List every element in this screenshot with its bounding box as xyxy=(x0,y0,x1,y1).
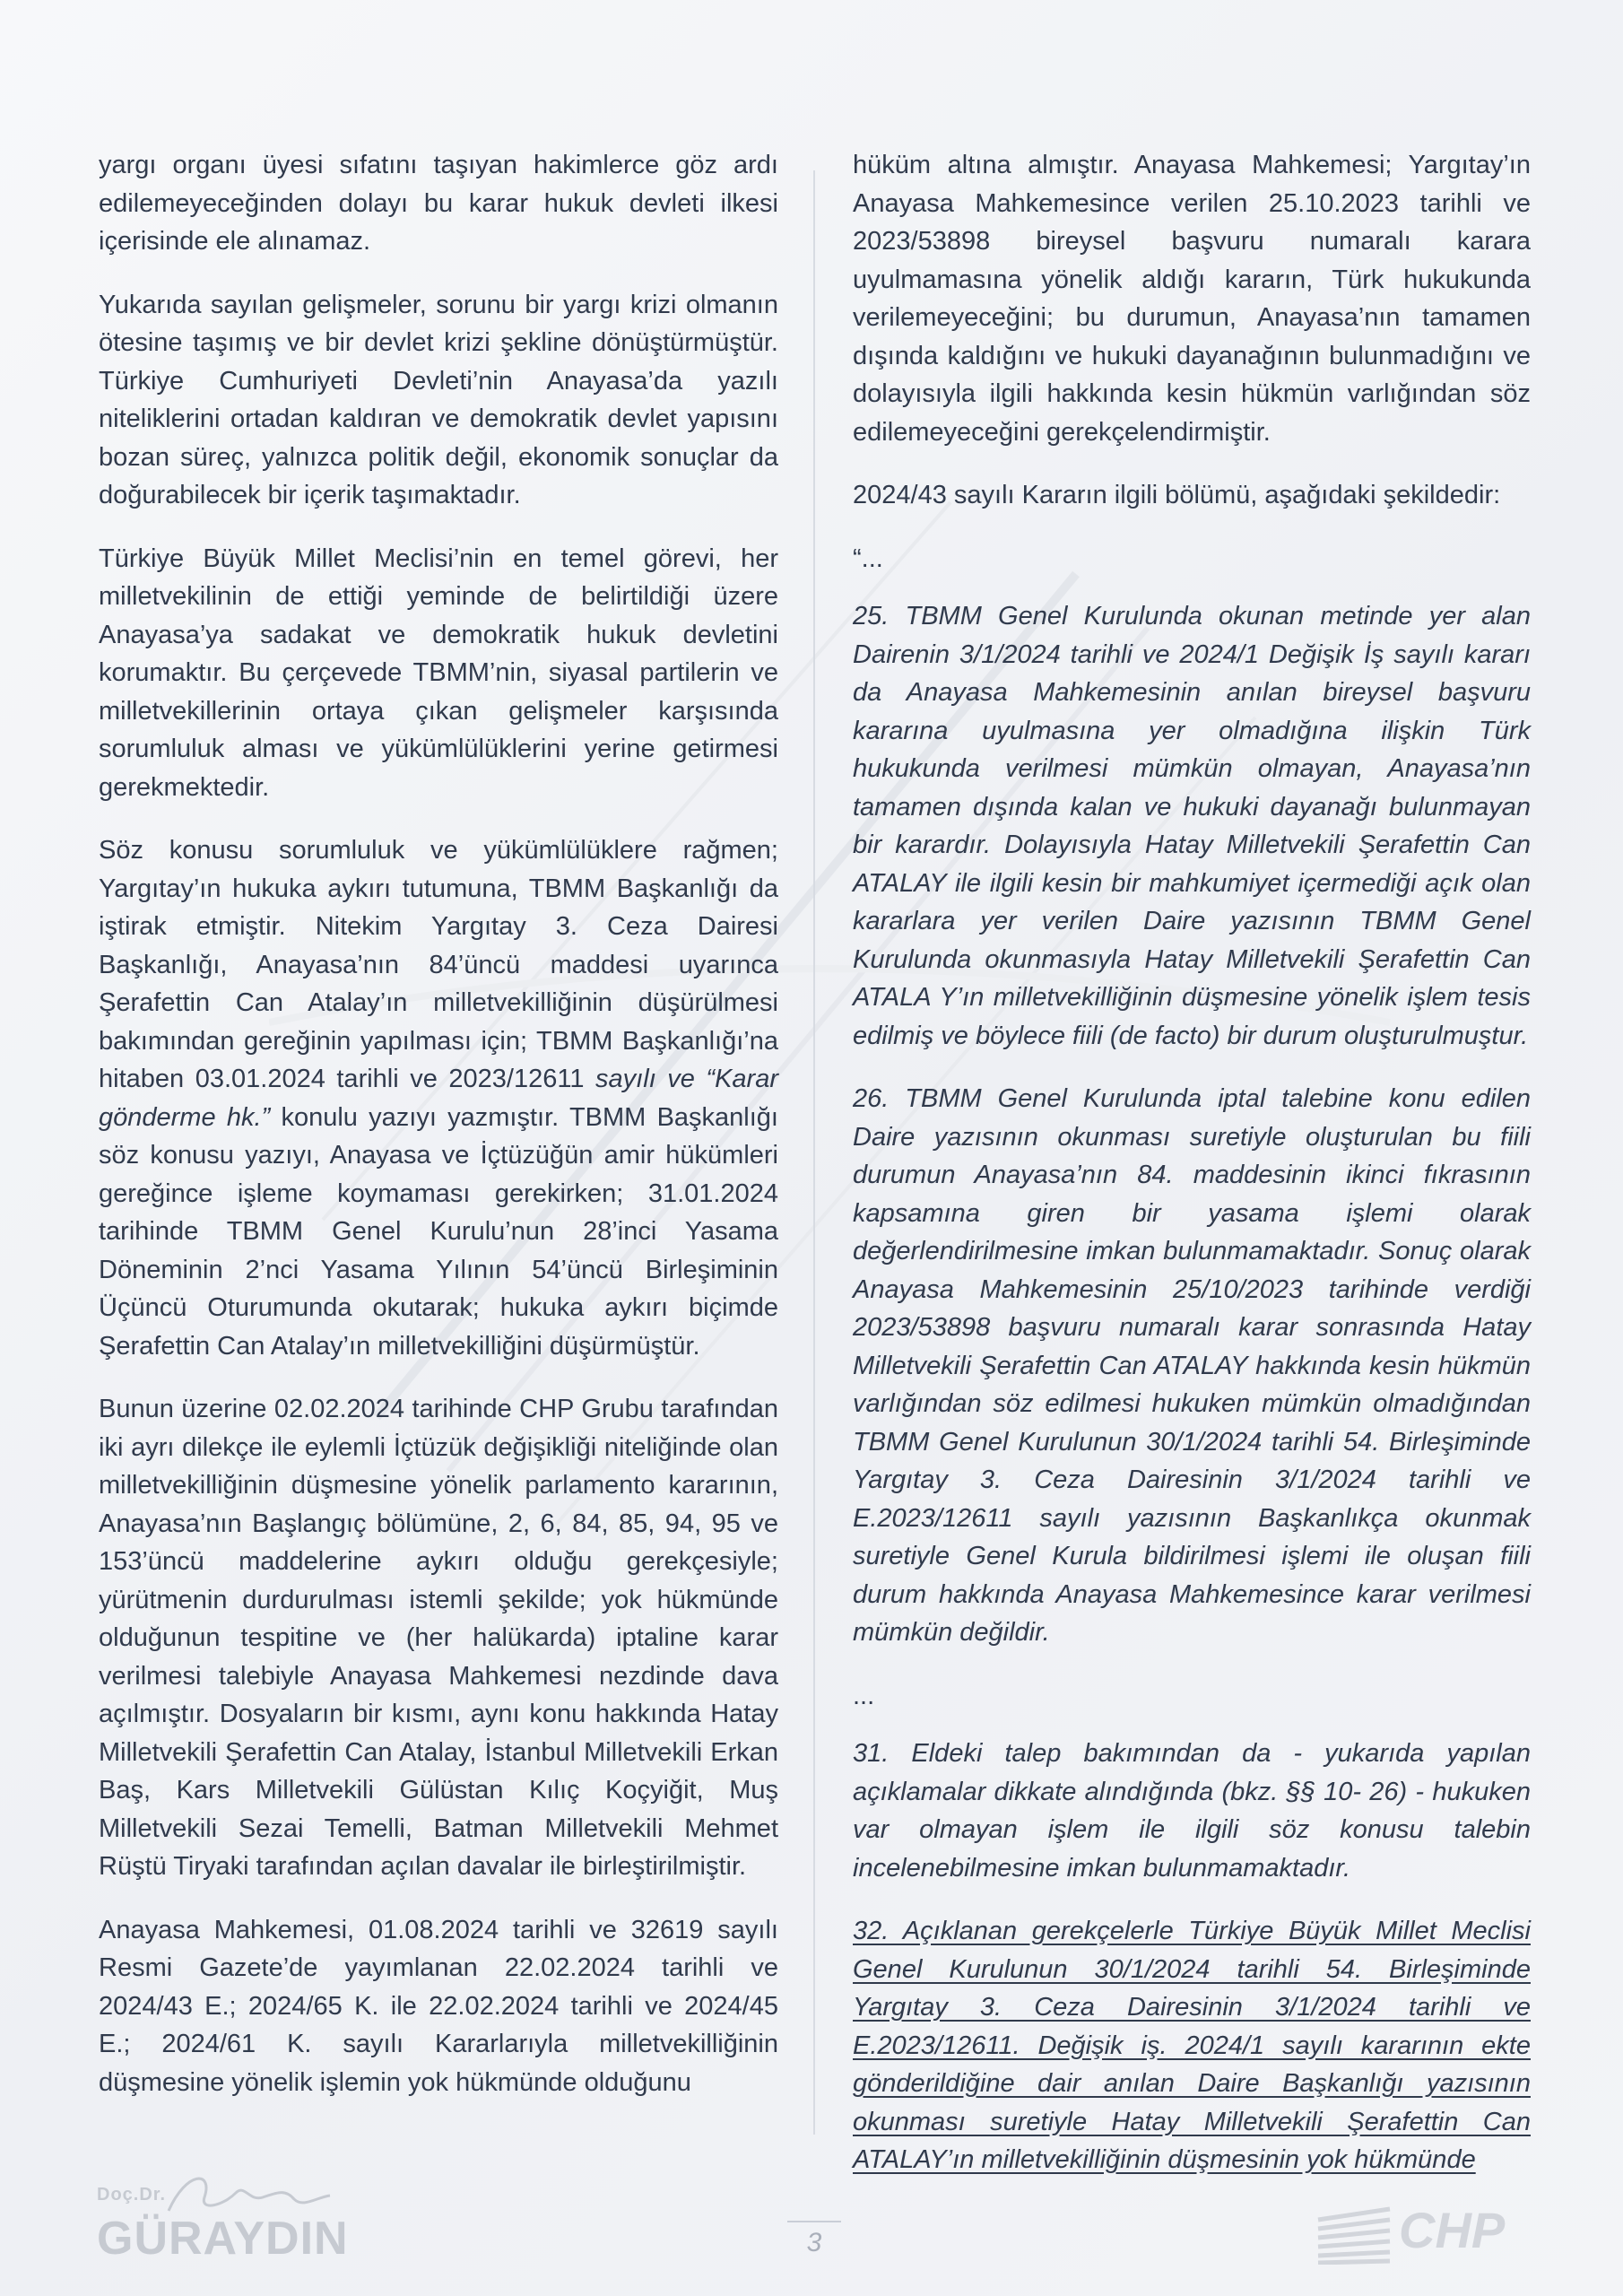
paragraph: hüküm altına almıştır. Anayasa Mahkemesi; Yargıtay’ın Anayasa Mahkemesince verilen 25.10.2023 tarihli ve 2023/53898 bireysel başvuru numaralı karara uyulmamasına yönelik aldığı kararın, Türk hukukunda verilemeyeceğini; bu durumun, Anayasa’nın tamamen dışında kaldığını ve hukuki dayanağının bulunmadığını ve dolayısıyla ilgili hakkında kesin hükmün varlığından söz edilemeyeceğini gerekçelendirmiştir. xyxy=(853,151,1531,447)
paragraph xyxy=(99,831,778,1365)
page-number: 3 xyxy=(806,2228,822,2257)
paragraph: Yukarıda sayılan gelişmeler, sorunu bir yargı krizi olmanın ötesine taşımış ve bir devlet krizi şekline dönüştürmüştür. Türkiye Cumhuriyeti Devleti’nin Anayasa’da yazılı niteliklerini ortadan kaldıran ve demokratik devlet yapısını bozan süreç, yalnızca politik değil, ekonomik sonuçlar da doğurabilecek bir içerik taşımaktadır. xyxy=(99,290,778,509)
paragraph: Anayasa Mahkemesi, 01.08.2024 tarihli ve 32619 sayılı Resmi Gazete’de yayımlanan 22.02.2024 tarihli ve 2024/43 E.; 2024/65 K. ile 22.02.2024 tarihli ve 2024/45 E.; 2024/61 K. sayılı Kararlarıyla milletvekilliğinin düşmesine yönelik işlemin yok hükmünde olduğunu xyxy=(99,1915,778,2097)
quote-open: “... xyxy=(853,544,883,573)
signature-logo xyxy=(97,2170,349,2269)
quoted-paragraph-31: 31. Eldeki talep bakımından da - yukarıda yapılan açıklamalar dikkate alındığında (bkz. §§ 10- 26) - hukuken var olmayan işlem ile ilgili söz konusu talebin incelenebilmesine imkan bulunmamaktadır. xyxy=(853,1739,1531,1883)
signature-name: GÜRAYDIN xyxy=(97,2213,349,2265)
footer-divider xyxy=(787,2221,841,2222)
paragraph: Bunun üzerine 02.02.2024 tarihinde CHP Grubu tarafından iki ayrı dilekçe ile eylemli İçtüzük değişikliği niteliğinde olan milletvekilliğinin düşmesine yönelik parlamento kararının, Anayasa’nın Başlangıç bölümüne, 2, 6, 84, 85, 94, 95 ve 153’üncü maddelerine aykırı olduğu gerekçesiyle; yürütmenin durdurulması istemli şekilde; yok hükmünde olduğunun tespitine ve (her halükarda) iptaline karar verilmesi talebiyle Anayasa Mahkemesi nezdinde dava açılmıştır. Dosyaların bir kısmı, aynı konu hakkında Hatay Milletvekili Şerafettin Can Atalay, İstanbul Milletvekili Erkan Baş, Kars Milletvekili Gülüstan Kılıç Koçyiğit, Muş Milletvekili Sezai Temelli, Batman Milletvekili Mehmet Rüştü Tiryaki tarafından açılan davalar ile birleştirilmiştir. xyxy=(99,1395,778,1881)
paragraph-text: Söz konusu sorumluluk ve yükümlülüklere rağmen; Yargıtay’ın hukuka aykırı tutumuna, TBMM Başkanlığı da iştirak etmiştir. Nitekim Yargıtay 3. Ceza Dairesi Başkanlığı, Anayasa’nın 84’üncü maddesi uyarınca Şerafettin Can Atalay’ın milletvekilliğinin düşürülmesi bakımından gereğinin yapılması için; TBMM Başkanlığı’na hitaben 03.01.2024 tarihli ve 2023/12611 xyxy=(99,836,778,1093)
six-arrows-icon xyxy=(1314,2202,1394,2265)
quoted-paragraph-25: 25. TBMM Genel Kurulunda okunan metinde yer alan Dairenin 3/1/2024 tarihli ve 2024/1 Değişik İş sayılı kararı da Anayasa Mahkemesinin anılan bireysel başvuru kararına uyulmasına yer olmadığına ilişkin Türk hukukunda verilmesi mümkün olmayan, Anayasa’nın tamamen dışında kalan ve hukuki dayanağı bulunmayan bir karardır. Dolayısıyla Hatay Milletvekili Şerafettin Can ATALAY ile ilgili kesin bir mahkumiyet içermediği açık olan kararlara yer verilen Daire yazısının TBMM Genel Kurulunda okunmasıyla Hatay Milletvekili Şerafettin Can ATALA Y’ın milletvekilliğinin düşmesine yönelik işlem tesis edilmiş ve böylece fiili (de facto) bir durum oluşturulmuştur. xyxy=(853,602,1531,1050)
paragraph-text: konulu yazıyı yazmıştır. TBMM Başkanlığı söz konusu yazıyı, Anayasa ve İçtüzüğün amir hükümleri gereğince işleme koymaması gerekirken; 31.01.2024 tarihinde TBMM Genel Kurulu’nun 28’inci Yasama Döneminin 2’nci Yasama Yılının 54’üncü Birleşiminin Üçüncü Oturumunda okutarak; hukuka aykırı biçimde Şerafettin Can Atalay’ın milletvekilliğini düşürmüştür. xyxy=(99,1102,778,1361)
logo-text: CHP xyxy=(1399,2202,1506,2258)
quoted-paragraph-32: 32. Açıklanan gerekçelerle Türkiye Büyük Millet Meclisi Genel Kurulunun 30/1/2024 tarihli 54. Birleşiminde Yargıtay 3. Ceza Dairesinin 3/1/2024 tarihli ve E.2023/12611. Değişik iş. 2024/1 sayılı kararının ekte gönderildiğine dair anılan Daire Başkanlığı yazısının okunması suretiyle Hatay Milletvekili Şerafettin Can ATALAY’ın milletvekilliğinin düşmesinin yok hükmünde xyxy=(853,1917,1531,2174)
paragraph-italic-text: sayılı ve “Karar gönderme hk.” xyxy=(99,1065,778,1132)
paragraph: 2024/43 sayılı Kararın ilgili bölümü, aşağıdaki şekildedir: xyxy=(853,481,1501,509)
paragraph: yargı organı üyesi sıfatını taşıyan hakimlerce göz ardı edilemeyeceğinden dolayı bu karar hukuk devleti ilkesi içerisinde ele alınamaz. xyxy=(99,151,778,256)
quoted-paragraph-26: 26. TBMM Genel Kurulunda iptal talebine konu edilen Daire yazısının okunması suretiyle oluşturulan bu fiili durumun Anayasa’nın 84. maddesinin ikinci fıkrasının kapsamına giren bir yasama işlemi olarak değerlendirilmesine imkan bulunmamaktadır. Sonuç olarak Anayasa Mahkemesinin 25/10/2023 tarihinde verdiği 2023/53898 başvuru numaralı karar sonrasında Hatay Milletvekili Şerafettin Can ATALAY hakkında kesin hükmün varlığından söz edilmesi hukuken mümkün olmadığından TBMM Genel Kurulunun 30/1/2024 tarihli 54. Birleşiminde Yargıtay 3. Ceza Dairesinin 3/1/2024 tarihli ve E.2023/12611 sayılı yazısının Başkanlıkça okunmak suretiyle Genel Kurula bildirilmesi işlemi ile oluşan fiili durum hakkında Anayasa Mahkemesince karar verilmesi mümkün değildir. xyxy=(853,1084,1531,1647)
chp-logo xyxy=(1314,2202,1529,2265)
column-divider xyxy=(813,170,815,2135)
ellipsis: ... xyxy=(853,1681,875,1710)
left-column xyxy=(99,146,778,2126)
paragraph: Türkiye Büyük Millet Meclisi’nin en temel görevi, her milletvekilinin de ettiği yeminde de belirtildiği üzere Anayasa’ya sadakat ve demokratik hukuk devletini korumaktır. Bu çerçevede TBMM’nin, siyasal partilerin ve milletvekillerinin ortaya çıkan gelişmeler karşısında sorumluluk alması ve yükümlülüklerini yerine getirmesi gerekmektedir. xyxy=(99,544,778,802)
right-column xyxy=(853,146,1531,2205)
signature-title: Doç.Dr. xyxy=(97,2185,167,2205)
